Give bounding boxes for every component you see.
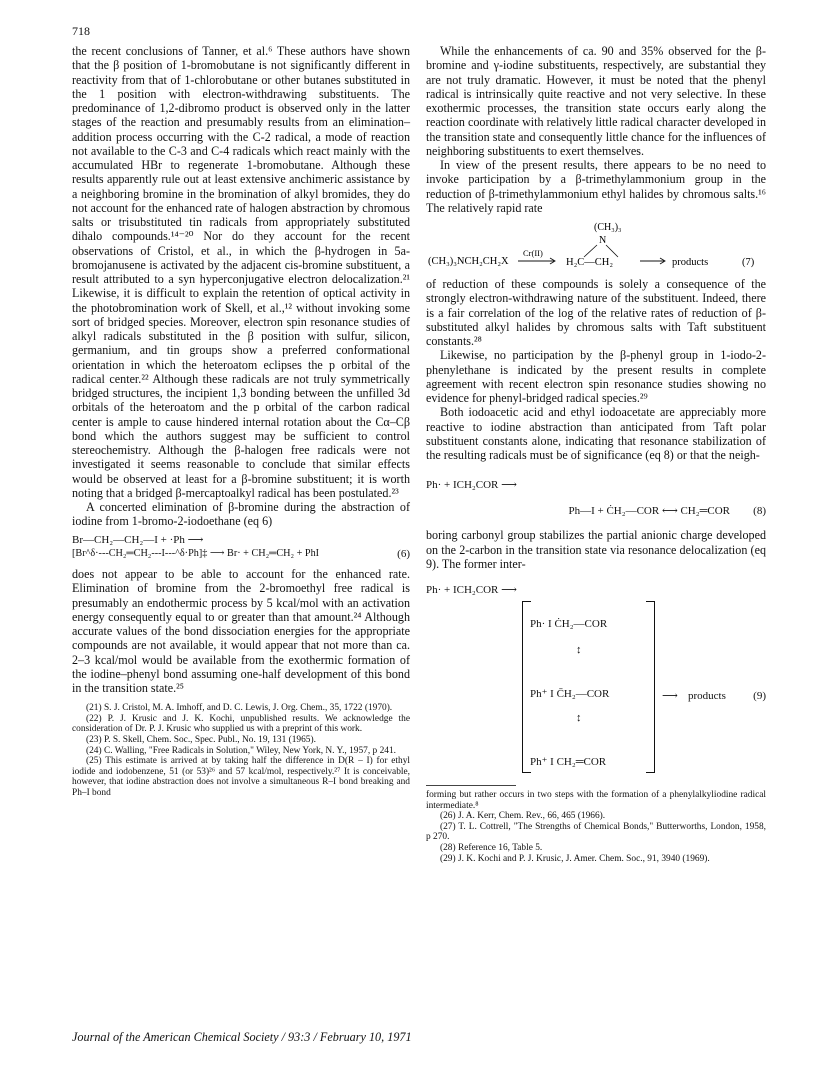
right-column	[426, 44, 766, 864]
equation-9-products: products	[688, 690, 726, 702]
equation-7-reagent: Cr(II)	[523, 248, 543, 258]
equation-9-resonance-2: Ph⁺ I C̄H₂—COR	[530, 688, 610, 700]
footnote-25: (25) This estimate is arrived at by taking half the difference in D(R – I) for ethyl iodide and iodobenzene, 51 (or 53)²⁶ and 57 kcal/mol, respectively.²⁷ It is conceivable, however, that iodine abstraction does not involve a simultaneous R–I bond breaking and Ph–I bond	[72, 756, 410, 798]
equation-7-number: (7)	[742, 257, 755, 268]
equation-7-top: (CH₃)₃	[594, 222, 622, 233]
footnote-28: (28) Reference 16, Table 5.	[440, 842, 543, 853]
footnote-26: (26) J. A. Kerr, Chem. Rev., 66, 465 (1966).	[440, 811, 606, 822]
equation-9-number: (9)	[753, 690, 766, 702]
equation-8-line-2: Ph—I + ĊH₂—COR ⟷ CH₂═COR	[568, 505, 730, 518]
equation-9-top: Ph· + ICH₂COR ⟶	[426, 584, 517, 596]
equation-9-arrow-to-products: ⟶	[662, 690, 678, 702]
equation-6-number: (6)	[397, 547, 410, 560]
equation-9-bracket-right	[646, 601, 655, 773]
equation-9	[426, 579, 766, 779]
right-paragraph-2: In view of the present results, there appears to be no need to invoke participation by a β-trimethylammonium group in the reduction of β-trimethylammonium ethyl halides by chromous salts.¹⁶ The relatively rapid rate	[426, 158, 766, 215]
page-number: 718	[72, 24, 90, 38]
equation-9-resonance-3: Ph⁺ I CH₂═COR	[530, 756, 607, 768]
right-paragraph-5: Both iodoacetic acid and ethyl iodoacetate are appreciably more reactive to iodine abstraction than anticipated from Taft polar substituent constants alone, indicating that resonance stabilization of the resulting radicals must be of significance (eq 8) or that the neigh-	[426, 405, 766, 462]
equation-7-ring: H₂C—CH₂	[566, 257, 613, 268]
left-paragraph-1: the recent conclusions of Tanner, et al.⁶ These authors have shown that the β position of 1-bromobutane is not significantly different in reactivity from that of 1-chlorobutane or other butanes substituted in the 1 position with electron-withdrawing substituents. The predominance of 1,2-dibromo product is observed only in the latter stages of the reaction and presumably results from an elimination–addition process occurring with the C-2 radical, a mode of reaction not available to the C-3 and C-4 radicals which react mainly with the accumulated HBr to regenerate 1-bromobutane. Although these results apparently rule out at least extensive anchimeric assistance by a neighboring bromine in the bromination of alkyl bromides, they do not account for the enhanced rate of halogen abstraction by chromous salts or trisubstituted tin radicals from appropriately substituted dihalo compounds.¹⁴⁻²⁰ Nor do they account for the recent observations of Cristol, et al., in which the β-hydrogen in 5a-bromojanusene is activated by the adjacent cis-bromine substituent, a result attributed to a syn hyperconjugative electron delocalization.²¹ Likewise, it is difficult to explain the retention of optical activity in the photobromination work of Skell, et al.,¹² without invoking some sort of bridged species. Moreover, electron spin resonance studies of alkyl radicals substituted in the β position with sulfur, silicon, germanium, and tin groups show a preferred conformational orientation in which the heteroatom eclipses the p orbital of the radical center.²² Although these radicals are not truly symmetrically bridged structures, the incipient 1,3 bonding between the unfilled 3d orbitals of the heteroatom and the p orbital of the carbon radical center is ample to cause hindered internal rotation about the Cα–Cβ bond which the authors suggest may be sufficient to control stereochemistry. Although the β-halogen free radicals were not investigated it seems reasonable to conclude that similar effects would be observed at least for a β-bromine substituent; it is worth noting that a bridged β-mercaptoalkyl radical has been postulated.²³	[72, 44, 410, 500]
equation-9-arrow-2: ↕	[576, 712, 582, 724]
equation-8-line-1: Ph· + ICH₂COR ⟶	[426, 479, 517, 492]
journal-footer: Journal of the American Chemical Society / 93:3 / February 10, 1971	[72, 1030, 412, 1044]
equation-6-line-2: [Br^δ·---CH₂═CH₂---I---^δ·Ph]‡ ⟶ Br· + CH₂═CH₂ + PhI	[72, 547, 320, 559]
equation-8	[426, 466, 766, 522]
right-paragraph-3: of reduction of these compounds is solely a consequence of the strongly electron-withdrawing nature of the substituent. Indeed, there is a fair correlation of the log of the relative rates of reduction of β-substituted alkyl halides by chromous salts with Taft substituent constants.²⁸	[426, 277, 766, 348]
footnote-21: (21) S. J. Cristol, M. A. Imhoff, and D. C. Lewis, J. Org. Chem., 35, 1722 (1970).	[86, 703, 393, 714]
equation-8-number: (8)	[753, 505, 766, 518]
equation-9-resonance-1: Ph· I ĊH₂—COR	[530, 618, 608, 630]
footnote-23: (23) P. S. Skell, Chem. Soc., Spec. Publ., No. 19, 131 (1965).	[86, 735, 316, 746]
footnote-rule	[426, 785, 516, 786]
left-paragraph-2: A concerted elimination of β-bromine during the abstraction of iodine from 1-bromo-2-iodoethane (eq 6)	[72, 500, 410, 529]
equation-6	[72, 533, 410, 562]
equation-7-products: products	[672, 257, 709, 268]
equation-7-graphic	[426, 219, 766, 271]
left-paragraph-3: does not appear to be able to account for the enhanced rate. Elimination of bromine from the 2-bromoethyl free radical is presumably an endothermic process by 5 kcal/mol with an activation energy consequently equal to or greater than that amount.²⁴ Although accurate values of the bond dissociation energies for the appropriate compounds are not available, it would appear that not more than ca. 2–3 kcal/mol would be available from the exothermic formation of the iodine–phenyl bond assuming one-half development of this bond in the transition state.²⁵	[72, 567, 410, 695]
right-paragraph-4: Likewise, no participation by the β-phenyl group in 1-iodo-2-phenylethane is indicated by the present results in complete agreement with recent electron spin resonance studies showing no evidence for phenyl-bridged radical species.²⁹	[426, 348, 766, 405]
footnote-29: (29) J. K. Kochi and P. J. Krusic, J. Amer. Chem. Soc., 91, 3940 (1969).	[440, 853, 710, 864]
right-paragraph-1: While the enhancements of ca. 90 and 35% observed for the β-bromine and γ-iodine substituents, respectively, are substantial they are not truly dramatic. However, it must be noted that the phenyl radical is intrinsically quite reactive and not very selective. In these exothermic processes, the transition state occurs early along the reaction coordinate with relatively little radical character developed in the transition state and consequently little chance for the influences of neighboring substituents to exert themselves.	[426, 44, 766, 158]
equation-7	[426, 219, 766, 271]
left-column	[72, 44, 410, 799]
equation-7-n: N	[599, 235, 607, 246]
equation-7-reactant: (CH₃)₃NCH₂CH₂X	[428, 256, 509, 267]
footnote-27: (27) T. L. Cottrell, "The Strengths of Chemical Bonds," Butterworths, London, 1958, p 270.	[426, 821, 766, 843]
footnote-25-continued: forming but rather occurs in two steps with the formation of a phenylalkyliodine radical intermediate.⁸	[426, 790, 766, 811]
footnote-24: (24) C. Walling, "Free Radicals in Solution," Wiley, New York, N. Y., 1957, p 241.	[86, 745, 396, 756]
footnote-22: (22) P. J. Krusic and J. K. Kochi, unpublished results. We acknowledge the consideration of Dr. P. J. Krusic who supplied us with a preprint of this work.	[72, 713, 410, 735]
right-paragraph-6: boring carbonyl group stabilizes the partial anionic charge developed on the 2-carbon in the transition state via resonance delocalization (eq 9). The former inter-	[426, 528, 766, 571]
equation-6-line-1: Br—CH₂—CH₂—I + ·Ph ⟶	[72, 533, 204, 546]
equation-9-arrow-1: ↕	[576, 644, 582, 656]
